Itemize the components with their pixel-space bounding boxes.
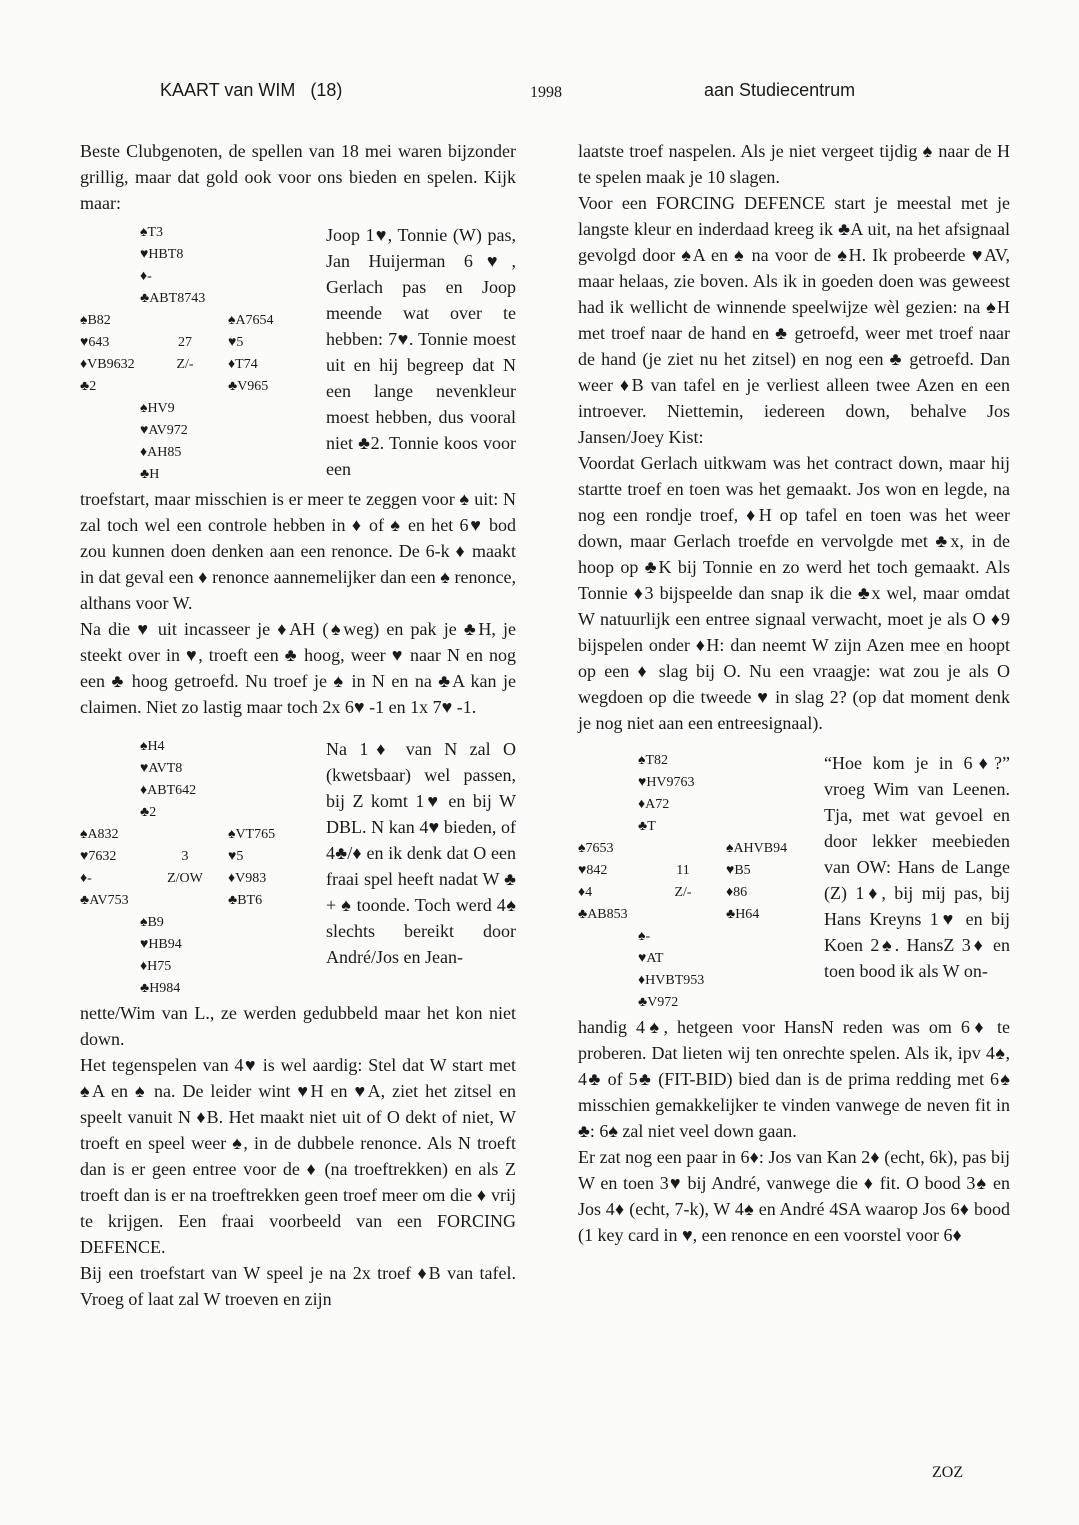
deal3-south-spades: ♠- bbox=[638, 929, 651, 944]
left-column bbox=[80, 138, 516, 1312]
deal1-south-diamonds: ♦AH85 bbox=[140, 445, 182, 460]
right-paragraph-3: Voordat Gerlach uitkwam was het contract down, maar hij startte troef en toen was het gemaakt. Jos won en legde, na nog een rondje troef, ♦H op tafel en toen was het weer down, maar Gerlach troefde en vervolgde met ♣x, in de hoop op ♣K bij Tonnie en zo werd het toch gemaakt. Als Tonnie ♦3 bijspeelde dan snap ik die ♣x wel, maar omdat W natuurlijk een entree signaal verwacht, moet je als O ♦9 bijspelen onder ♦H: dan neemt W zijn Azen mee en hoopt op een ♦ slag bij O. Nu een vraagje: wat zou je als O wegdoen op die tweede ♥ in slag 2? (op dat moment denk je nog niet aan een entreesignaal). bbox=[578, 453, 1010, 733]
deal1-east-spades: ♠A7654 bbox=[228, 313, 274, 328]
deal2-east-diamonds: ♦V983 bbox=[228, 871, 267, 886]
deal1-south-hearts: ♥AV972 bbox=[140, 423, 188, 438]
deal3-side-text: “Hoe kom je in 6♦?” vroeg Wim van Leenen. Tja, met wat gevoel en door lekker meebieden van OW: Hans de Lange (Z) 1♦, bij mij pas, bij Hans Kreyns 1♥ en bij Koen 2♠. HansZ 3♦ en toen bood ik als W on- bbox=[824, 753, 1010, 981]
deal2-north-diamonds: ♦ABT642 bbox=[140, 783, 197, 798]
left-paragraph-2: Na die ♥ uit incasseer je ♦AH (♠weg) en pak je ♣H, je steekt over in ♥, troeft een ♣ hoog, weer ♥ naar N en nog een ♣ hoog getroefd. Nu troef je ♠ in N en na ♣A kan je claimen. Niet zo lastig maar toch 2x 6♥ -1 en 1x 7♥ -1. bbox=[80, 619, 516, 717]
deal-diagram-2 bbox=[80, 736, 320, 1000]
right-column bbox=[578, 138, 1010, 1248]
intro-paragraph: Beste Clubgenoten, de spellen van 18 mei waren bijzonder grillig, maar dat gold ook voor ons bieden en spelen. Kijk maar: bbox=[80, 141, 516, 213]
deal1-center-0 bbox=[150, 310, 220, 332]
deal3-west-diamonds: ♦4 bbox=[578, 885, 593, 900]
deal2-west-spades: ♠A832 bbox=[80, 827, 119, 842]
deal1-south-spades: ♠HV9 bbox=[140, 401, 175, 416]
deal1-south-clubs: ♣H bbox=[140, 467, 160, 482]
right-paragraph-1: laatste troef naspelen. Als je niet vergeet tijdig ♠ naar de H te spelen maak je 10 slagen. bbox=[578, 141, 1010, 187]
deal1-west-hearts: ♥643 bbox=[80, 335, 110, 350]
deal2-west-clubs: ♣AV753 bbox=[80, 893, 129, 908]
deal-diagram-1 bbox=[80, 222, 320, 486]
right-paragraph-2: Voor een FORCING DEFENCE start je meestal met je langste kleur en inderdaad kreeg ik ♣A uit, na het afsignaal gevolgd door ♠A en ♠ na voor de ♠H. Ik probeerde ♥AV, maar helaas, zie boven. Als ik in goeden doen was geweest had ik wellicht de winnende speelwijze wèl gezien: na ♠H met troef naar de hand en ♣ getroefd, weer met troef naar de hand (je ziet nu het zitsel) en nog een ♣ getroefd. Dan weer ♦B van tafel en je verliest alleen twee Azen en een introever. Niettemin, iedereen down, behalve Jos Jansen/Joey Kist: bbox=[578, 193, 1010, 447]
deal3-north-diamonds: ♦A72 bbox=[638, 797, 670, 812]
deal2-south-diamonds: ♦H75 bbox=[140, 959, 172, 974]
deal1-west-diamonds: ♦VB9632 bbox=[80, 357, 135, 372]
deal-1-block bbox=[80, 222, 516, 486]
deal2-west-diamonds: ♦- bbox=[80, 871, 92, 886]
left-paragraph-5: Bij een troefstart van W speel je na 2x troef ♦B van tafel. Vroeg of laat zal W troeven en zijn bbox=[80, 1263, 516, 1309]
header-title: KAART van WIM (18) bbox=[160, 80, 343, 100]
deal2-center-0 bbox=[150, 824, 220, 846]
deal3-south-clubs: ♣V972 bbox=[638, 995, 679, 1010]
deal3-center-0 bbox=[648, 838, 718, 860]
deal3-west-spades: ♠7653 bbox=[578, 841, 614, 856]
deal3-east-clubs: ♣H64 bbox=[726, 907, 760, 922]
deal2-north-clubs: ♣2 bbox=[140, 805, 157, 820]
deal2-side-text: Na 1♦ van N zal O (kwetsbaar) wel passen, bij Z komt 1♥ en bij W DBL. N kan 4♥ bieden, of 4♣/♦ en ik denk dat O een fraai spel heeft nadat W ♣ + ♠ toonde. Toch werd 4♠ slechts bereikt door André/Jos en Jean- bbox=[326, 739, 516, 967]
deal1-center-3 bbox=[150, 376, 220, 398]
deal1-north-diamonds: ♦- bbox=[140, 269, 152, 284]
right-paragraph-5: Er zat nog een paar in 6♦: Jos van Kan 2♦ (echt, 6k), pas bij W en toen 3♥ bij André, vanwege die ♦ fit. O bood 3♠ en Jos 4♦ (echt, 7-k), W 4♠ en André 4SA waarop Jos 6♦ bood (1 key card in ♥, een renonce en een voorstel voor 6♦ bbox=[578, 1147, 1010, 1245]
deal3-north-clubs: ♣T bbox=[638, 819, 656, 834]
deal-3-block bbox=[578, 750, 1010, 1014]
deal1-east-diamonds: ♦T74 bbox=[228, 357, 258, 372]
deal3-north-spades: ♠T82 bbox=[638, 753, 668, 768]
deal2-dealer-vul: Z/OW bbox=[167, 871, 203, 886]
deal3-east-diamonds: ♦86 bbox=[726, 885, 748, 900]
deal3-south-diamonds: ♦HVBT953 bbox=[638, 973, 705, 988]
zoz-marker: ZOZ bbox=[932, 1464, 964, 1481]
header-year: 1998 bbox=[530, 84, 562, 101]
deal1-north-spades: ♠T3 bbox=[140, 225, 163, 240]
deal2-south-clubs: ♣H984 bbox=[140, 981, 181, 996]
deal3-east-hearts: ♥B5 bbox=[726, 863, 751, 878]
deal2-east-clubs: ♣BT6 bbox=[228, 893, 263, 908]
deal3-center-3 bbox=[648, 904, 718, 926]
deal1-east-hearts: ♥5 bbox=[228, 335, 244, 350]
deal3-west-hearts: ♥842 bbox=[578, 863, 608, 878]
left-paragraph-3: nette/Wim van L., ze werden gedubbeld maar het kon niet down. bbox=[80, 1003, 516, 1049]
deal3-south-hearts: ♥AT bbox=[638, 951, 664, 966]
deal2-east-hearts: ♥5 bbox=[228, 849, 244, 864]
deal1-north-clubs: ♣ABT8743 bbox=[140, 291, 206, 306]
deal1-west-spades: ♠B82 bbox=[80, 313, 111, 328]
left-paragraph-4: Het tegenspelen van 4♥ is wel aardig: Stel dat W start met ♠A en ♠ na. De leider wint ♥H en ♥A, ziet het zitsel en speelt vanuit N ♦B. Het maakt niet uit of O dekt of niet, W troeft en speel weer ♠, in de dubbele renonce. Als N troeft dan is er geen entree voor de ♦ (na troeftrekken) en als Z troeft dan is er na troeftrekken geen troef meer om die ♦ vrij te krijgen. Een fraai voorbeeld van een FORCING DEFENCE. bbox=[80, 1055, 516, 1257]
deal-2-block bbox=[80, 736, 516, 1000]
deal1-side-text: Joop 1♥, Tonnie (W) pas, Jan Huijerman 6♥, Gerlach pas en Joop meende wat over te hebben: 7♥. Tonnie moest uit en hij begreep dat N een lange nevenkleur moest hebben, dus vooral niet ♣2. Tonnie koos voor een bbox=[326, 225, 516, 479]
deal1-west-clubs: ♣2 bbox=[80, 379, 97, 394]
left-paragraph-1: troefstart, maar misschien is er meer te zeggen voor ♠ uit: N zal toch wel een controle hebben in ♦ of ♠ en het 6♥ bod zou kunnen doen denken aan een renonce. De 6-k ♦ maakt in dat geval een ♦ renonce aannemelijker dan een ♠ renonce, althans voor W. bbox=[80, 489, 516, 613]
deal2-center-3 bbox=[150, 890, 220, 912]
deal2-south-spades: ♠B9 bbox=[140, 915, 164, 930]
deal2-south-hearts: ♥HB94 bbox=[140, 937, 182, 952]
deal1-north-hearts: ♥HBT8 bbox=[140, 247, 184, 262]
deal2-north-hearts: ♥AVT8 bbox=[140, 761, 183, 776]
deal3-east-spades: ♠AHVB94 bbox=[726, 841, 788, 856]
deal2-west-hearts: ♥7632 bbox=[80, 849, 117, 864]
deal2-board-number: 3 bbox=[181, 849, 189, 864]
right-paragraph-4: handig 4♠, hetgeen voor HansN reden was om 6♦ te proberen. Dat lieten wij ten onrechte spelen. Als ik, ipv 4♠, 4♣ of 5♣ (FIT-BID) bied dan is de prima redding met 6♠ misschien gemakkelijker te vinden vanwege de neven fit in ♣: 6♠ zal niet veel down gaan. bbox=[578, 1017, 1010, 1141]
header-subtitle: aan Studiecentrum bbox=[704, 80, 856, 100]
deal2-north-spades: ♠H4 bbox=[140, 739, 165, 754]
deal3-north-hearts: ♥HV9763 bbox=[638, 775, 695, 790]
deal2-east-spades: ♠VT765 bbox=[228, 827, 276, 842]
deal1-dealer-vul: Z/- bbox=[176, 357, 194, 372]
deal3-board-number: 11 bbox=[676, 863, 690, 878]
deal3-west-clubs: ♣AB853 bbox=[578, 907, 628, 922]
deal1-board-number: 27 bbox=[178, 335, 192, 350]
deal3-dealer-vul: Z/- bbox=[674, 885, 692, 900]
deal1-east-clubs: ♣V965 bbox=[228, 379, 269, 394]
deal-diagram-3 bbox=[578, 750, 818, 1014]
